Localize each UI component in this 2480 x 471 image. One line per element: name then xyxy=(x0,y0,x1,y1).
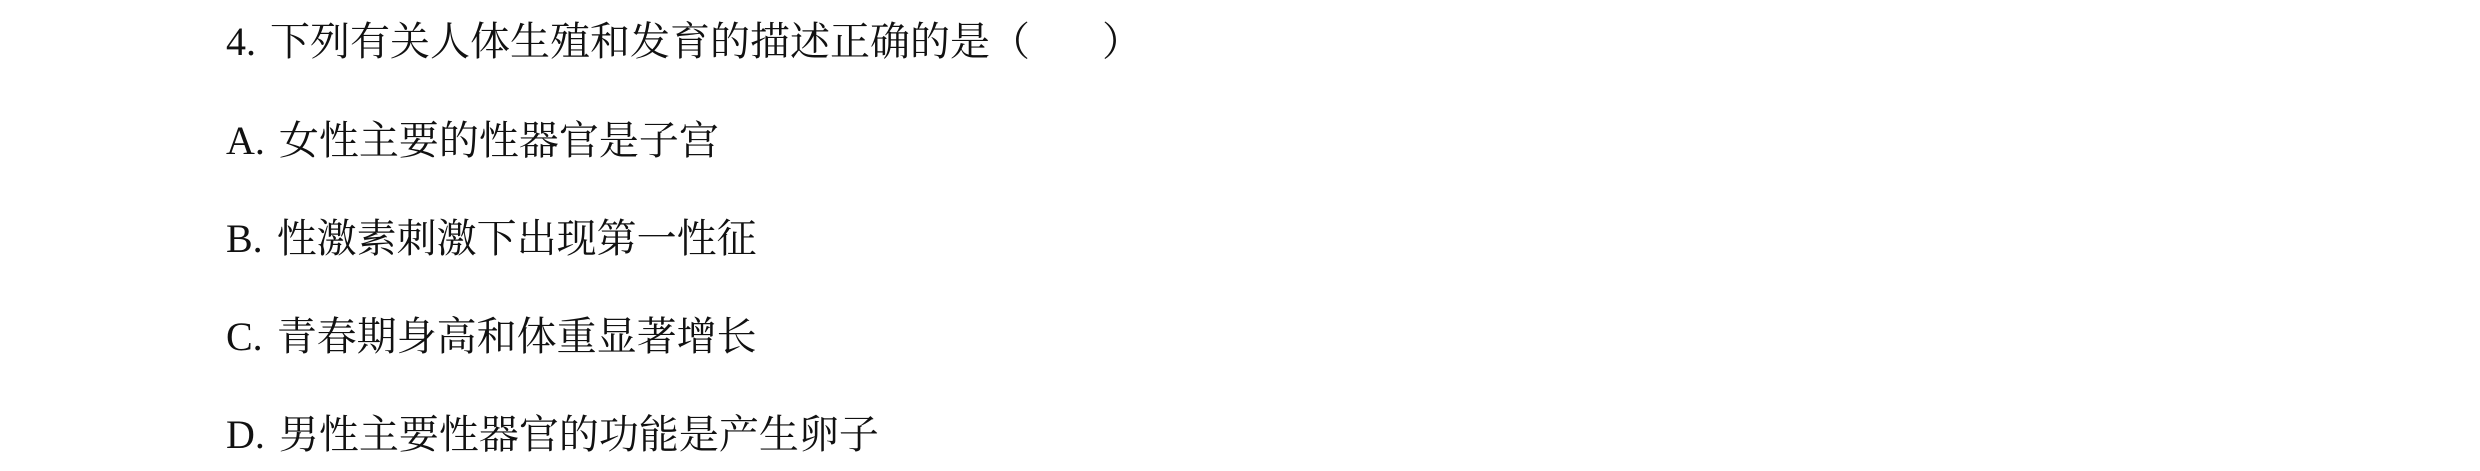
option-letter: C. xyxy=(226,314,263,359)
option-a[interactable] xyxy=(226,111,719,171)
option-text: 女性主要的性器官是子宫 xyxy=(278,118,719,164)
option-text: 青春期身高和体重显著增长 xyxy=(276,314,757,360)
option-d[interactable] xyxy=(226,405,879,465)
option-letter: A. xyxy=(226,118,265,163)
option-text: 男性主要性器官的功能是产生卵子 xyxy=(278,412,879,458)
option-letter: D. xyxy=(226,412,265,457)
option-b[interactable] xyxy=(226,209,757,269)
option-text: 性激素刺激下出现第一性征 xyxy=(276,216,757,262)
option-letter: B. xyxy=(226,216,263,261)
question-stem xyxy=(226,12,1142,72)
option-c[interactable] xyxy=(226,307,757,367)
question-number: 4. xyxy=(226,19,256,64)
question-close-paren: ） xyxy=(1102,19,1142,65)
question-text: 下列有关人体生殖和发育的描述正确的是（ xyxy=(270,19,1030,65)
